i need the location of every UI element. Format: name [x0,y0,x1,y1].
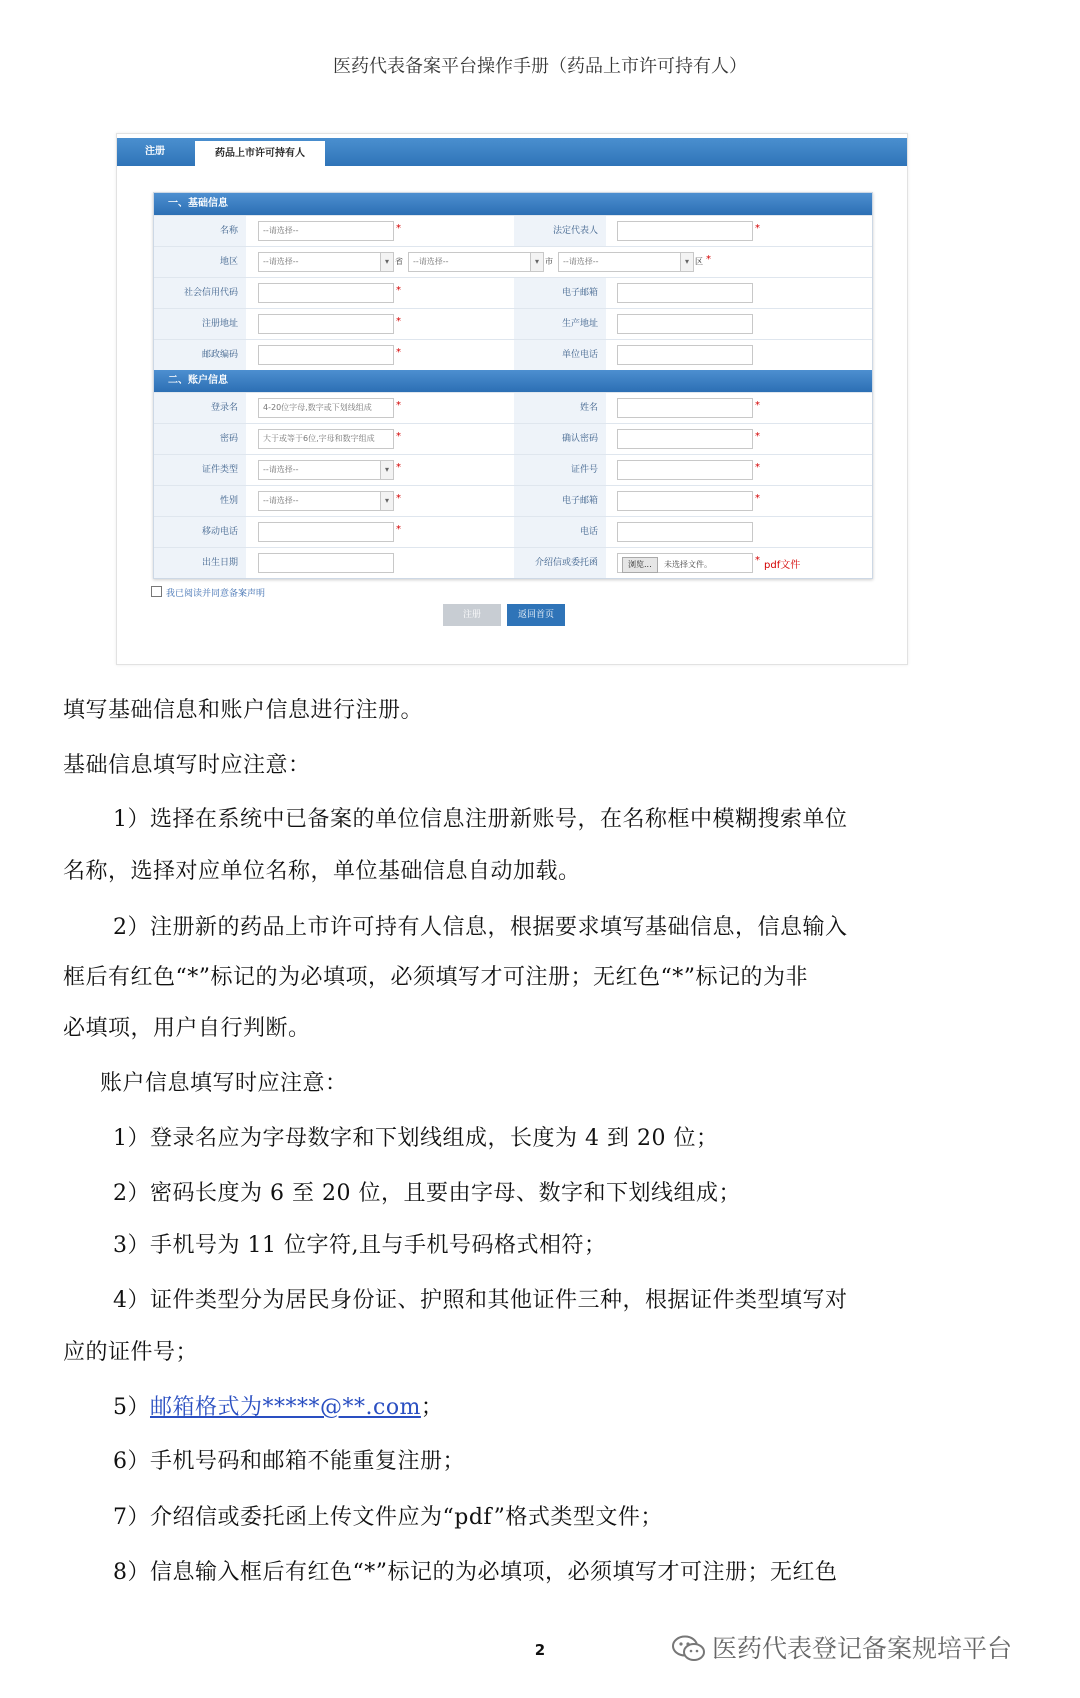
required-mark: * [396,347,401,358]
unit-phone-input[interactable] [617,345,753,365]
browse-button[interactable]: 浏览... [622,557,658,573]
required-mark: * [396,223,401,234]
legal-rep-input[interactable] [617,221,753,241]
wechat-icon [672,1635,706,1663]
return-home-button[interactable]: 返回首页 [507,604,565,626]
paragraph: 6）手机号码和邮箱不能重复注册； [113,1449,465,1474]
paragraph: 2）注册新的药品上市许可持有人信息，根据要求填写基础信息，信息输入 [113,915,848,940]
tab-bar [117,138,907,166]
credit-code-input[interactable] [258,283,394,303]
mobile-label: 移动电话 [154,517,246,547]
page-header-title: 医药代表备案平台操作手册（药品上市许可持有人） [333,56,747,77]
password-input[interactable]: 大于或等于6位,字母和数字组成 [258,429,394,449]
paragraph: 4）证件类型分为居民身份证、护照和其他证件三种，根据证件类型填写对 [113,1288,848,1313]
chevron-down-icon: ▾ [380,461,393,479]
gender-label: 性别 [154,486,246,516]
city-select-value: --请选择-- [413,257,449,266]
account-email-input[interactable] [617,491,753,511]
tab-mah[interactable]: 药品上市许可持有人 [195,141,325,166]
paragraph [113,1392,443,1424]
tel-label: 电话 [514,517,606,547]
watermark [672,1629,1012,1665]
required-mark: * [396,316,401,327]
district-select-value: --请选择-- [563,257,599,266]
login-name-label: 登录名 [154,393,246,423]
paragraph: 基础信息填写时应注意： [63,753,311,778]
required-mark: * [396,400,401,411]
birth-date-label: 出生日期 [154,548,246,578]
required-mark: * [755,431,760,442]
reg-address-label: 注册地址 [154,309,246,339]
required-mark: * [396,285,401,296]
city-unit: 市 [545,257,553,266]
id-type-select[interactable] [258,460,394,480]
form-row [154,516,872,547]
list-number: 5） [113,1395,150,1420]
legal-rep-label: 法定代表人 [514,216,606,246]
form-row [154,339,872,370]
gender-select[interactable] [258,491,394,511]
province-select[interactable] [258,252,394,272]
email-input[interactable] [617,283,753,303]
paragraph: 账户信息填写时应注意： [100,1071,348,1096]
paragraph: 必填项，用户自行判断。 [63,1016,311,1041]
paragraph: 填写基础信息和账户信息进行注册。 [63,698,424,723]
form-row [154,454,872,485]
paragraph: 1）登录名应为字母数字和下划线组成，长度为 4 到 20 位； [113,1126,719,1151]
confirm-password-input[interactable] [617,429,753,449]
required-mark: * [396,431,401,442]
form-row [154,547,872,578]
gender-select-value: --请选择-- [263,496,299,505]
paragraph: 7）介绍信或委托函上传文件应为“pdf”格式类型文件； [113,1505,663,1530]
form-row [154,215,872,246]
password-label: 密码 [154,424,246,454]
required-mark: * [755,555,760,566]
chevron-down-icon: ▾ [380,492,393,510]
chevron-down-icon: ▾ [530,253,543,271]
id-number-input[interactable] [617,460,753,480]
region-label: 地区 [154,247,246,277]
pdf-note: pdf文件 [764,560,801,571]
paragraph: 2）密码长度为 6 至 20 位，且要由字母、数字和下划线组成； [113,1181,741,1206]
paragraph: 应的证件号； [63,1340,199,1365]
required-mark: * [755,400,760,411]
paragraph: 名称，选择对应单位名称，单位基础信息自动加载。 [63,859,581,884]
tel-input[interactable] [617,522,753,542]
required-mark: * [396,493,401,504]
form-row [154,423,872,454]
province-unit: 省 [395,257,403,266]
tab-register[interactable]: 注册 [145,146,165,157]
id-number-label: 证件号 [514,455,606,485]
real-name-label: 姓名 [514,393,606,423]
email-format-link[interactable]: 邮箱格式为*****@**.com [150,1395,421,1420]
form-table [153,192,873,579]
punctuation: ； [420,1395,444,1420]
birth-date-input[interactable] [258,553,394,573]
register-button[interactable]: 注册 [443,604,501,626]
name-label: 名称 [154,216,246,246]
required-mark: * [755,462,760,473]
district-unit: 区 [695,257,703,266]
paragraph: 框后有红色“*”标记的为必填项，必须填写才可注册；无红色“*”标记的为非 [63,965,808,990]
account-info-section-header: 二、账户信息 [154,370,872,392]
paragraph: 1）选择在系统中已备案的单位信息注册新账号，在名称框中模糊搜索单位 [113,807,848,832]
basic-info-section-header: 一、基础信息 [154,193,872,215]
watermark-text: 医药代表登记备案规培平台 [712,1634,1013,1663]
agree-label: 我已阅读并同意备案声明 [166,589,266,599]
account-email-label: 电子邮箱 [514,486,606,516]
form-row [154,308,872,339]
id-type-label: 证件类型 [154,455,246,485]
no-file-text: 未选择文件。 [664,560,712,569]
unit-phone-label: 单位电话 [514,340,606,370]
login-name-input[interactable]: 4-20位字母,数字或下划线组成 [258,398,394,418]
postcode-label: 邮政编码 [154,340,246,370]
agree-checkbox[interactable] [151,586,162,597]
required-mark: * [755,493,760,504]
province-select-value: --请选择-- [263,257,299,266]
required-mark: * [396,524,401,535]
mobile-input[interactable] [258,522,394,542]
postcode-input[interactable] [258,345,394,365]
confirm-password-label: 确认密码 [514,424,606,454]
letter-label: 介绍信或委托函 [514,548,606,578]
form-row [154,246,872,277]
page-number: 2 [534,1641,546,1659]
production-address-input[interactable] [617,314,753,334]
name-input[interactable]: --请选择-- [258,221,394,241]
required-mark: * [755,223,760,234]
real-name-input[interactable] [617,398,753,418]
chevron-down-icon: ▾ [380,253,393,271]
required-mark: * [396,462,401,473]
email-label: 电子邮箱 [514,278,606,308]
chevron-down-icon: ▾ [680,253,693,271]
registration-form-screenshot [116,133,908,665]
reg-address-input[interactable] [258,314,394,334]
form-row [154,392,872,423]
city-select[interactable] [408,252,544,272]
agree-checkbox-row[interactable] [151,586,265,599]
form-row [154,277,872,308]
id-type-select-value: --请选择-- [263,465,299,474]
paragraph: 3）手机号为 11 位字符,且与手机号码格式相符； [113,1233,607,1258]
credit-code-label: 社会信用代码 [154,278,246,308]
required-mark: * [706,254,711,265]
district-select[interactable] [558,252,694,272]
paragraph: 8）信息输入框后有红色“*”标记的为必填项，必须填写才可注册；无红色 [113,1560,838,1585]
form-row [154,485,872,516]
production-address-label: 生产地址 [514,309,606,339]
